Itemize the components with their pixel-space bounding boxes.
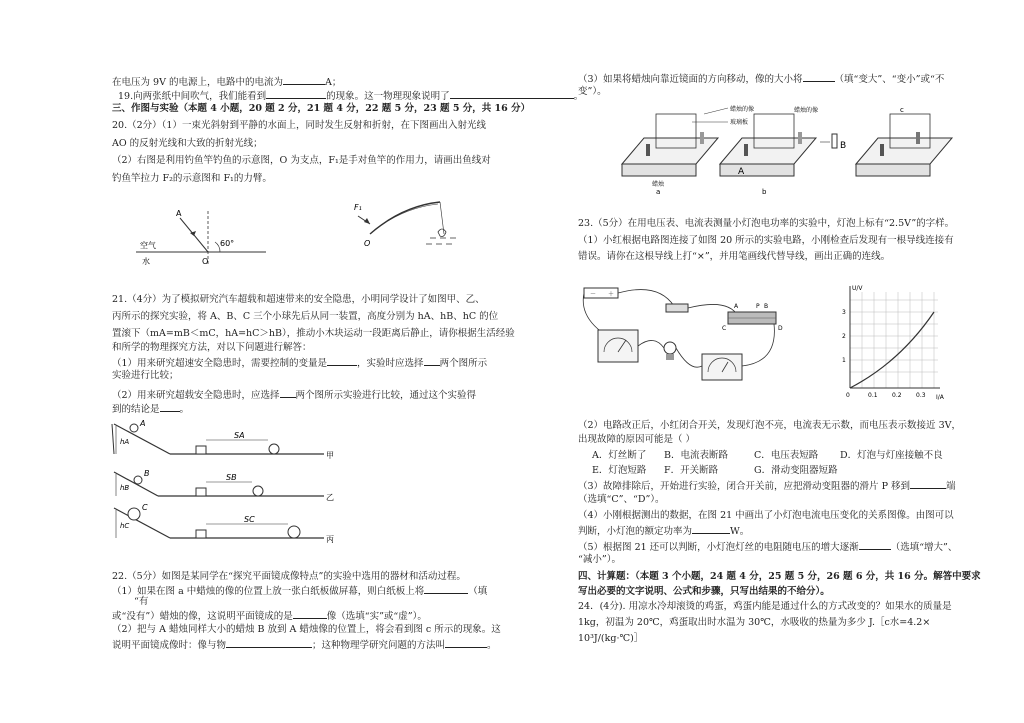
ray-label-a: A xyxy=(176,209,182,218)
option-e: E．灯泡短路 xyxy=(592,465,647,476)
candle-b-label: B xyxy=(840,141,847,151)
tag-bing: 丙 xyxy=(326,535,334,544)
section4-heading-1: 四、计算题：（本题 3 个小题，24 题 4 分，25 题 5 分，26 题 6 分，共 16 分。解答中要求 xyxy=(578,571,981,582)
xtick-03: 0.3 xyxy=(916,392,926,399)
q24-line1: 24．(4分). 用凉水冷却滚烫的鸡蛋，鸡蛋内能是通过什么的方式改变的？如果水的质量是 xyxy=(578,601,952,612)
q20-line3: （2）右图是利用钓鱼竿钓鱼的示意图，O 为支点，F₁是手对鱼竿的作用力，请画出鱼线对 xyxy=(112,155,491,166)
dist-a-label: SA xyxy=(234,431,245,440)
q19: 19.向两张纸中间吹气，我们能看到 的现象。这一物理现象说明了 。 xyxy=(118,91,584,102)
xtick-02: 0.2 xyxy=(892,392,902,399)
q23-line11: “减小”）。 xyxy=(578,554,621,565)
q23-line3: 错误。请你在这根导线上打“×”，并用笔画线代替导线，画出正确的连线。 xyxy=(578,251,891,262)
circuit-figure xyxy=(578,282,798,382)
q23-line2: （1）小红根据电路图连接了如图 20 所示的实验电路，小刚检查后发现有一根导线连接有 xyxy=(578,235,954,246)
height-b-label: hB xyxy=(120,484,130,492)
tag-jia: 甲 xyxy=(326,451,334,460)
ramp-experiment-figure xyxy=(112,418,337,546)
slider-p-label: P xyxy=(756,303,760,310)
option-f: F．开关断路 xyxy=(664,465,719,476)
options-row2 xyxy=(592,465,988,477)
glass-board-label: 玻璃板 xyxy=(730,119,749,126)
q22-line1: 22.（5分）如图是某同学在“探究平面镜成像特点”的实验中选用的器材和活动过程。 xyxy=(112,571,466,582)
ytick-3: 3 xyxy=(842,309,846,316)
ball-a-label: A xyxy=(140,419,146,428)
option-d: D．灯泡与灯座接触不良 xyxy=(840,450,943,461)
option-a: A．灯丝断了 xyxy=(592,450,647,461)
dist-b-label: SB xyxy=(226,473,237,482)
ui-graph xyxy=(840,282,950,400)
q18-tail: 在电压为 9V 的电源上，电路中的电流为 A； xyxy=(112,77,342,88)
graph-y-label: U/V xyxy=(852,285,863,292)
q21-line1: 21.（4分）为了模拟研究汽车超载和超速带来的安全隐患，小明同学设计了如图甲、乙、 xyxy=(112,294,485,305)
fig-a-label: a xyxy=(656,188,661,196)
ramp-row-bing xyxy=(114,503,334,544)
air-label: 空气 xyxy=(140,241,156,250)
tag-yi: 乙 xyxy=(326,493,334,502)
angle-label: 60° xyxy=(220,239,235,248)
section4-heading-2: 写出必要的文字说明、公式和步骤，只写出结果的不给分）。 xyxy=(578,586,830,597)
q23-line4: （2）电路改正后，小红闭合开关，发现灯泡不亮，电流表无示数，而电压表示数接近 3V， xyxy=(578,420,961,431)
ytick-1: 1 xyxy=(842,357,846,364)
q21-line4: 和所学的物理探究方法，对以下问题进行解答： xyxy=(112,342,312,353)
q23-line10: （5）根据图 21 还可以判断，小灯泡灯丝的电阻随电压的增大逐渐 （选填“增大”、 xyxy=(578,542,958,553)
q20-line4: 钓鱼竿拉力 F₂的示意图和 F₁的力臂。 xyxy=(112,173,272,184)
terminal-a-label: A xyxy=(734,303,739,310)
ball-c-label: C xyxy=(142,503,148,512)
terminal-c-label: C xyxy=(722,325,727,332)
q22-line3: “有 xyxy=(134,596,149,607)
option-b: B．电流表断路 xyxy=(664,450,728,461)
q22-line4: 或“没有”）蜡烛的像，这说明平面镜成的是 像（选填“实”或“虚”）。 xyxy=(112,611,427,622)
xtick-0: 0 xyxy=(846,392,850,399)
candle-image-label-b: 蜡烛的像 xyxy=(794,107,819,114)
q22-part3-tail: 变”）。 xyxy=(578,86,607,97)
q20-line2: AO 的反射光线和大致的折射光线； xyxy=(112,138,263,149)
section3-heading: 三、作图与实验（本题 4 小题，20 题 2 分，21 题 4 分，22 题 5 分，23 题 5 分，共 16 分） xyxy=(112,103,531,114)
candle-a-label: A xyxy=(738,167,745,177)
terminal-b-label: B xyxy=(764,303,769,310)
height-c-label: hC xyxy=(120,522,130,530)
height-a-label: hA xyxy=(120,438,130,446)
fulcrum-o-label: O xyxy=(364,239,371,248)
q24-line3: 10³J/(kg·℃)］ xyxy=(578,633,644,644)
option-g: G．滑动变阻器短路 xyxy=(754,465,838,476)
plane-mirror-figure xyxy=(622,104,952,194)
battery-plus: ＋ xyxy=(608,291,615,298)
q23-line1: 23.（5分）在用电压表、电流表测量小灯泡电功率的实验中，灯泡上标有“2.5V”的字样。 xyxy=(578,218,955,229)
point-o-label: O xyxy=(202,257,209,266)
q24-line2: 1kg，初温为 20℃，鸡蛋取出时水温为 30℃，水吸收的热量为多少 J.［c水=4.2× xyxy=(578,617,931,628)
options-row1 xyxy=(592,450,988,462)
fig-c-label: c xyxy=(900,106,904,114)
dist-c-label: SC xyxy=(244,515,255,524)
q21-line6: 实验进行比较； xyxy=(112,370,179,381)
q22-line5: （2）把与 A 蜡烛同样大小的蜡烛 B 放到 A 蜡烛像的位置上，将会看到图 c 所示的现象。这 xyxy=(112,624,501,635)
q21-line3: 置滚下（mA=mB＜mC，hA=hC＞hB），推动小木块运动一段距离后静止，请你根据生活经验 xyxy=(112,328,515,339)
candle-label: 蜡烛 xyxy=(652,181,665,188)
q23-line5: 出现故障的原因可能是（ ） xyxy=(578,434,696,445)
mirror-setup-c xyxy=(856,106,952,176)
q23-line8: （4）小刚根据测出的数据，在图 21 中画出了小灯泡电流电压变化的关系图像。由图可以 xyxy=(578,510,954,521)
ramp-row-yi xyxy=(114,469,334,502)
light-ray-figure xyxy=(136,206,266,266)
fishing-rod-figure xyxy=(352,196,482,256)
q23-line9: 判断，小灯泡的额定功率为 W。 xyxy=(578,526,750,537)
q20-line1: 20.（2分）（1）一束光斜射到平静的水面上，同时发生反射和折射，在下图画出入射光线 xyxy=(112,120,486,131)
graph-grid xyxy=(850,292,938,388)
q23-line7: （选填“C”、“D”）。 xyxy=(578,494,665,505)
q21-line2: 丙所示的探究实验，将 A、B、C 三个小球先后从同一装置，高度分别为 hA、hB、hC 的位 xyxy=(112,311,499,322)
q23-line6: （3）故障排除后，开始进行实验，闭合开关前，应把滑动变阻器的滑片 P 移到 端 xyxy=(578,481,956,492)
xtick-01: 0.1 xyxy=(868,392,878,399)
q22-part3: （3）如果将蜡烛向靠近镜面的方向移动，像的大小将 （填“变大”、“变小”或“不 xyxy=(578,74,945,85)
q21-line5: （1）用来研究超速安全隐患时，需要控制的变量是 ，实验时应选择 两个图所示 xyxy=(112,358,488,369)
water-label: 水 xyxy=(142,257,150,266)
q22-line6: 说明平面镜成像时：像与物 ；这种物理学研究问题的方法叫 。 xyxy=(112,640,497,651)
fig-b-label: b xyxy=(762,188,767,196)
terminal-d-label: D xyxy=(778,325,783,332)
ramp-row-jia xyxy=(112,419,334,460)
candle-image-label: 蜡烛的像 xyxy=(730,106,755,113)
q21-line7: （2）用来研究超载安全隐患时，应选择 两个图所示实验进行比较，通过这个实验得 xyxy=(112,390,477,401)
battery-minus: － xyxy=(590,291,597,298)
force-f1-label: F₁ xyxy=(354,203,362,212)
q22-line2: （1）如果在图 a 中蜡烛的像的位置上放一张白纸板做屏幕，则白纸板上将 （填 xyxy=(112,586,488,597)
ytick-2: 2 xyxy=(842,333,846,340)
option-c: C．电压表短路 xyxy=(754,450,819,461)
ball-b-label: B xyxy=(144,469,150,478)
q21-line8: 到的结论是 。 xyxy=(112,404,190,415)
graph-x-label: I/A xyxy=(936,394,944,401)
